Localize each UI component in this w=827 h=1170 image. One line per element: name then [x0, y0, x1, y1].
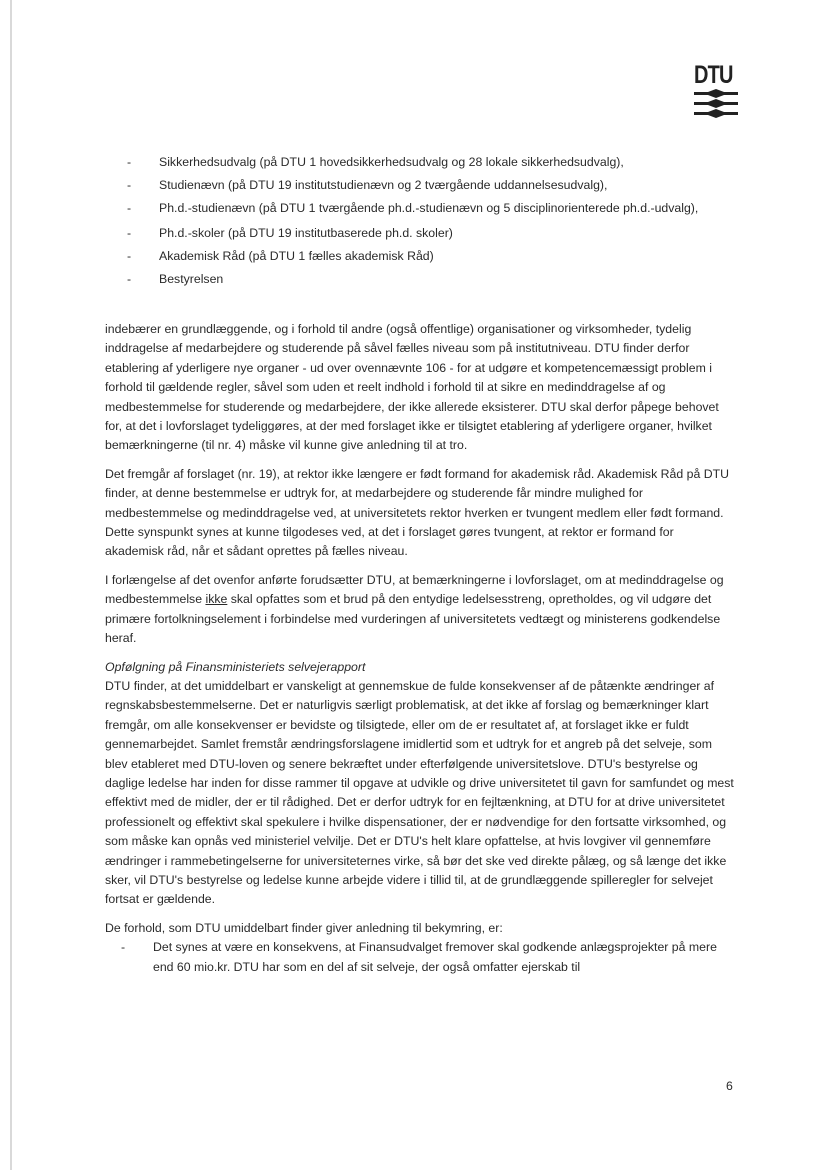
dtu-logo: [694, 63, 742, 119]
list-dash: -: [127, 225, 132, 240]
list-item: [121, 938, 735, 977]
dtu-emblem-icon: [694, 89, 738, 119]
paragraph: indebærer en grundlæggende, og i forhold til andre (også offentlige) organisationer og virksomheder, tydelig inddragelse af medarbejdere og studerende på såvel fælles niveau som på institutniveau. DTU finder derfor etablering af yderligere nye organer - ud over ovennævnte 106 - for at udgøre et kompetencemæssigt problem i forhold til gældende regler, såvel som uden et reelt indhold i forhold til at sikre en medinddragelse af og medbestemmelse for studerende og medarbejdere, der ikke allerede eksisterer. DTU skal derfor påpege behovet for, at det i lovforslaget tydeliggøres, at der med forslaget ikke er tilsigtet etablering af yderligere organer, hvilket bemærkningerne (til nr. 4) måske vil kunne give anledning til at tro.: [105, 322, 719, 453]
list-item-text: Ph.d.-studienævn (på DTU 1 tværgående ph.d.-studienævn og 5 disciplinorienterede ph.d.-udvalg),: [159, 201, 699, 216]
paragraph-text: skal opfattes som et brud på den entydige ledelsesstreng, opretholdes, og vil udgøre det primære fortolkningselement i forbindelse med vurderingen af universitetets vedtægt og ministerens godkendelse heraf.: [105, 592, 721, 646]
list-item-text: Studienævn (på DTU 19 institutstudienævn og 2 tværgående uddannelsesudvalg),: [159, 178, 608, 193]
paragraph: De forhold, som DTU umiddelbart finder giver anledning til bekymring, er:: [105, 920, 503, 935]
list-item-text: Ph.d.-skoler (på DTU 19 institutbaserede ph.d. skoler): [159, 225, 453, 240]
paragraph: DTU finder, at det umiddelbart er vanskeligt at gennemskue de fulde konsekvenser af de påtænkte ændringer af regnskabsbestemmelserne. Det er naturligvis særligt problematisk, at det ikke af forslag og bemærkninger klart fremgår, om alle konsekvenser er bevidste og tilsigtede, eller om de er resultatet af, at forslaget ikke er fuldt gennemarbejdet. Samlet fremstår ændringsforslagene imidlertid som et udtryk for et angreb på det selveje, som blev etableret med DTU-loven og senere bekræftet under efterfølgende universitetslove. DTU's bestyrelse og daglige ledelse har inden for disse rammer til opgave at udvikle og drive universitetet til gavn for samfundet og mest effektivt med de midler, der er til rådighed. Det er derfor udtryk for en fejltænkning, at DTU for at drive universitetet professionelt og effektivt skal spekulere i hvilke dispensationer, der er nødvendige for den fortsatte virksomhed, og som måske kan opnås ved ministeriel velvilje. Det er DTU's helt klare opfattelse, at hvis lovgiver vil gennemføre ændringer i rammebetingelserne for universiteternes virke, så bør det ske ved direkte pålæg, og så længe det ikke sker, vil DTU's bestyrelse og ledelse kunne arbejde videre i tillid til, at de grundlæggende spilleregler for selvejet fortsat er gældende.: [105, 678, 734, 907]
paragraph-text: I forlængelse af det ovenfor anførte forudsætter DTU, at bemærkningerne i lovforslaget, om at medinddragelse og medbestemmelse: [105, 572, 724, 607]
list-dash: -: [127, 201, 132, 216]
paragraph: [105, 571, 735, 649]
list-item: [127, 198, 727, 219]
logo-text: DTU: [694, 61, 733, 89]
list-dash: -: [121, 940, 126, 955]
document-body: [105, 320, 735, 977]
list-item: [127, 246, 727, 267]
list-item: [127, 223, 727, 244]
list-dash: -: [127, 178, 132, 193]
underlined-word: ikke: [205, 592, 228, 607]
list-dash: -: [127, 272, 132, 287]
committee-list: [127, 152, 727, 293]
list-item-text: Det synes at være en konsekvens, at Finansudvalget fremover skal godkende anlægsprojekter på mere end 60 mio.kr. DTU har som en del af sit selveje, der også omfatter ejerskab til: [153, 940, 717, 974]
concern-list: [105, 938, 735, 977]
list-item-text: Akademisk Råd (på DTU 1 fælles akademisk Råd): [159, 249, 434, 264]
list-item: [127, 269, 727, 290]
list-dash: -: [127, 155, 132, 169]
list-item: [127, 152, 727, 173]
page-number: 6: [726, 1079, 733, 1093]
paragraph: Det fremgår af forslaget (nr. 19), at rektor ikke længere er født formand for akademisk råd. Akademisk Råd på DTU finder, at denne bestemmelse er udtryk for, at medarbejdere og studerende får mindre mulighed for medbestemmelse og medinddragelse ved, at universitetets rektor hverken er tvungent medlem eller født formand. Dette synspunkt synes at kunne tilgodeses ved, at det i forslaget gøres tvungent, at rektor er formand for akademisk råd, når et sådant oprettes på fælles niveau.: [105, 466, 729, 559]
section-heading: Opfølgning på Finansministeriets selvejerapport: [105, 659, 366, 674]
page-edge: [10, 0, 12, 1170]
list-item: [127, 175, 727, 196]
list-item-text: Bestyrelsen: [159, 272, 224, 287]
list-dash: -: [127, 249, 132, 264]
list-item-text: Sikkerhedsudvalg (på DTU 1 hovedsikkerhedsudvalg og 28 lokale sikkerhedsudvalg),: [159, 155, 624, 169]
